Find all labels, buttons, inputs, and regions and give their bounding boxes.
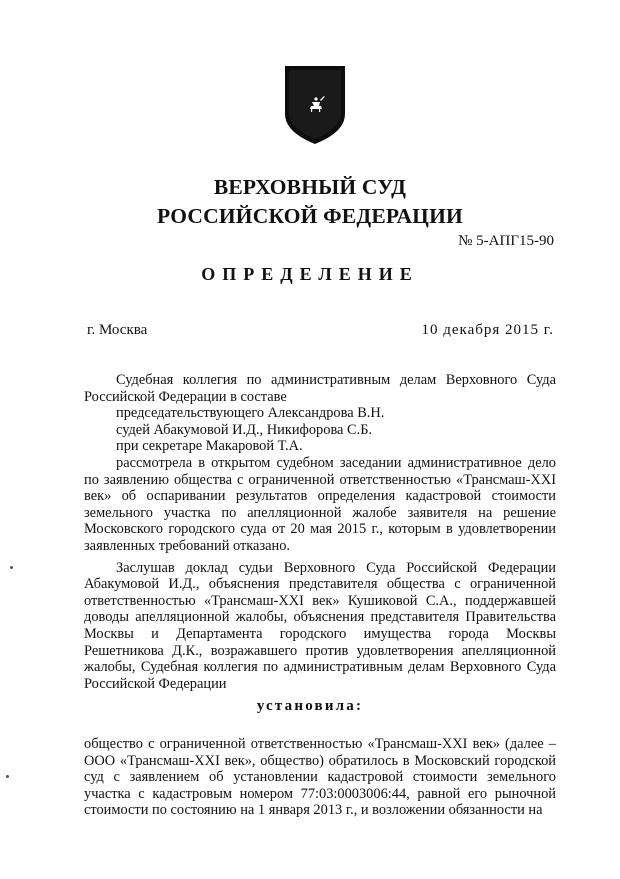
scan-speck: [6, 775, 9, 778]
scan-speck: [10, 566, 13, 569]
court-name-line2: РОССИЙСКОЙ ФЕДЕРАЦИИ: [157, 204, 463, 228]
city: г. Москва: [87, 322, 148, 338]
coat-of-arms-icon: [283, 66, 347, 144]
panel-composition-paragraph: Судебная коллегия по административным делам Верховного Суда Российской Федерации в составе: [84, 372, 556, 405]
decision-date: 10 декабря 2015 г.: [421, 322, 554, 338]
established-heading: установила:: [256, 698, 364, 714]
case-number: № 5-АПГ15-90: [458, 233, 554, 249]
hearing-paragraph: Заслушав доклад судьи Верховного Суда Российской Федерации Абакумовой И.Д., объяснения представителя общества с ограниченной ответственностью «Трансмаш-XXI век» Кушиковой С.А., поддержавшей доводы апелляционной жалобы, объяснения представителя Правительства Москвы и Департамента городского имущества города Москвы Решетникова Д.К., возражавшего против удовлетворения апелляционной жалобы, Судебная коллегия по административным делам Верховного Суда Российской Федерации: [84, 559, 556, 692]
presiding-judge: председательствующего Александрова В.Н.: [116, 405, 385, 422]
case-considered-paragraph: рассмотрела в открытом судебном заседании административное дело по заявлению общества с ограниченной ответственностью «Трансмаш-XXI век» об оспаривании результатов определения кадастровой стоимости земельного участка по апелляционной жалобе заявителя на решение Московского городского суда от 20 мая 2015 г., которым в удовлетворении заявленных требований отказано.: [84, 454, 556, 554]
judges-list: судей Абакумовой И.Д., Никифорова С.Б.: [116, 421, 373, 438]
court-secretary: при секретаре Макаровой Т.А.: [116, 438, 303, 455]
intro-block: [84, 372, 556, 692]
document-type-title: ОПРЕДЕЛЕНИЕ: [201, 264, 419, 284]
court-name: [0, 173, 620, 231]
established-block: [84, 736, 556, 819]
established-paragraph: общество с ограниченной ответственностью «Трансмаш-XXI век» (далее – ООО «Трансмаш-XXI век», общество) обратилось в Московский городской суд с заявлением об установлении кадастровой стоимости земельного участка с кадастровым номером 77:03:0003006:44, равной его рыночной стоимости по состоянию на 1 января 2013 г., и возложении обязанности на: [84, 736, 556, 819]
court-name-line1: ВЕРХОВНЫЙ СУД: [213, 175, 407, 199]
